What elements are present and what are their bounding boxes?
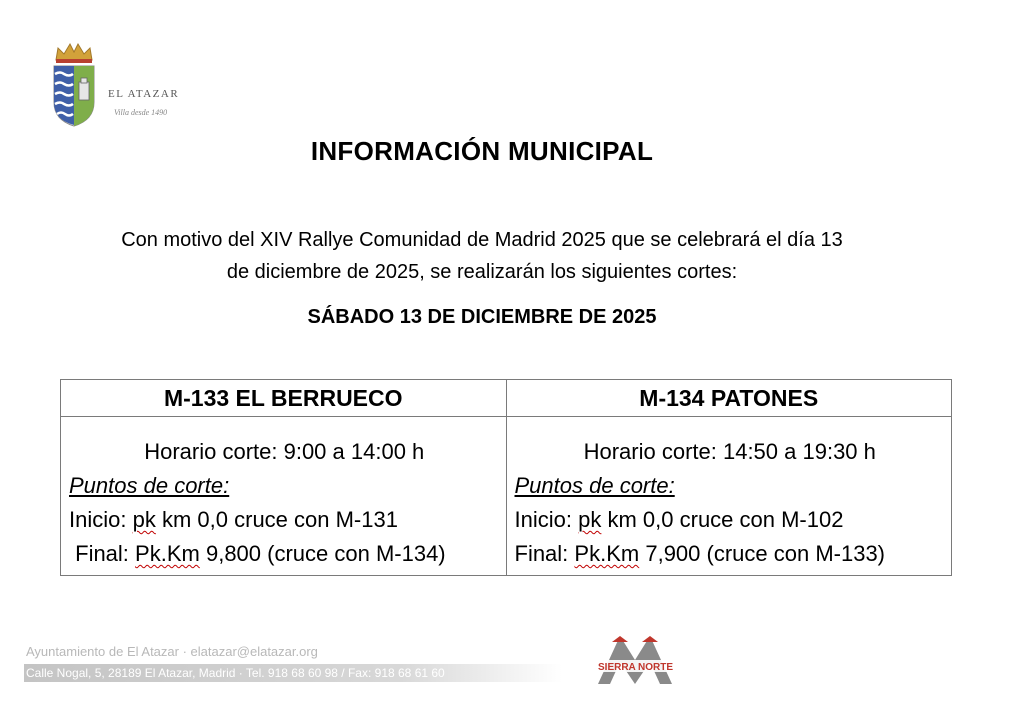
date-heading: SÁBADO 13 DE DICIEMBRE DE 2025 bbox=[307, 306, 657, 328]
start-label: Inicio: bbox=[69, 507, 127, 532]
closure-start bbox=[69, 503, 500, 537]
logo-text-norte: NORTE bbox=[638, 662, 673, 673]
footer-address: Calle Nogal, 5, 28189 El Atazar, Madrid · Tel. 918 68 60 98 / Fax: 918 68 61 60 bbox=[24, 664, 562, 682]
start-detail: km 0,0 cruce con M-131 bbox=[161, 507, 398, 532]
closure-schedule: Horario corte: 14:50 a 19:30 h bbox=[583, 439, 876, 464]
end-pk: Pk.Km bbox=[574, 541, 640, 566]
closure-end bbox=[515, 537, 946, 571]
road-cell-m134 bbox=[506, 417, 952, 576]
start-pk: pk bbox=[578, 507, 602, 532]
logo-text-sierra: SIERRA bbox=[598, 662, 636, 673]
road-closures-table bbox=[60, 379, 952, 576]
start-pk: pk bbox=[132, 507, 156, 532]
footer-contact: Ayuntamiento de El Atazar · elatazar@elatazar.org bbox=[26, 644, 318, 659]
closure-points-title: Puntos de corte: bbox=[69, 473, 230, 498]
page-title: INFORMACIÓN MUNICIPAL bbox=[310, 136, 654, 166]
closure-start bbox=[515, 503, 946, 537]
coat-of-arms-logo bbox=[48, 40, 100, 128]
table-header-row bbox=[61, 380, 952, 417]
road-header-m133: M-133 EL BERRUECO bbox=[61, 380, 507, 417]
road-cell-m133 bbox=[61, 417, 507, 576]
sierra-norte-logo bbox=[590, 632, 680, 686]
table-row bbox=[61, 417, 952, 576]
closure-schedule: Horario corte: 9:00 a 14:00 h bbox=[144, 439, 425, 464]
closure-points-title: Puntos de corte: bbox=[514, 473, 675, 498]
intro-line-1: Con motivo del XIV Rallye Comunidad de Madrid 2025 que se celebrará el día 13 bbox=[121, 229, 843, 251]
end-label: Final: bbox=[75, 541, 129, 566]
end-detail: 7,900 (cruce con M-133) bbox=[645, 541, 886, 566]
intro-line-2: de diciembre de 2025, se realizarán los siguientes cortes: bbox=[226, 261, 738, 283]
road-header-m134: M-134 PATONES bbox=[506, 380, 952, 417]
closure-end bbox=[69, 537, 500, 571]
end-pk: Pk.Km bbox=[135, 541, 200, 566]
end-detail: 9,800 (cruce con M-134) bbox=[205, 541, 446, 566]
intro-paragraph bbox=[60, 224, 904, 288]
town-motto: Villa desde 1490 bbox=[114, 108, 168, 117]
end-label: Final: bbox=[514, 541, 569, 566]
town-name: EL ATAZAR bbox=[108, 88, 180, 100]
start-label: Inicio: bbox=[514, 507, 572, 532]
start-detail: km 0,0 cruce con M-102 bbox=[607, 507, 844, 532]
